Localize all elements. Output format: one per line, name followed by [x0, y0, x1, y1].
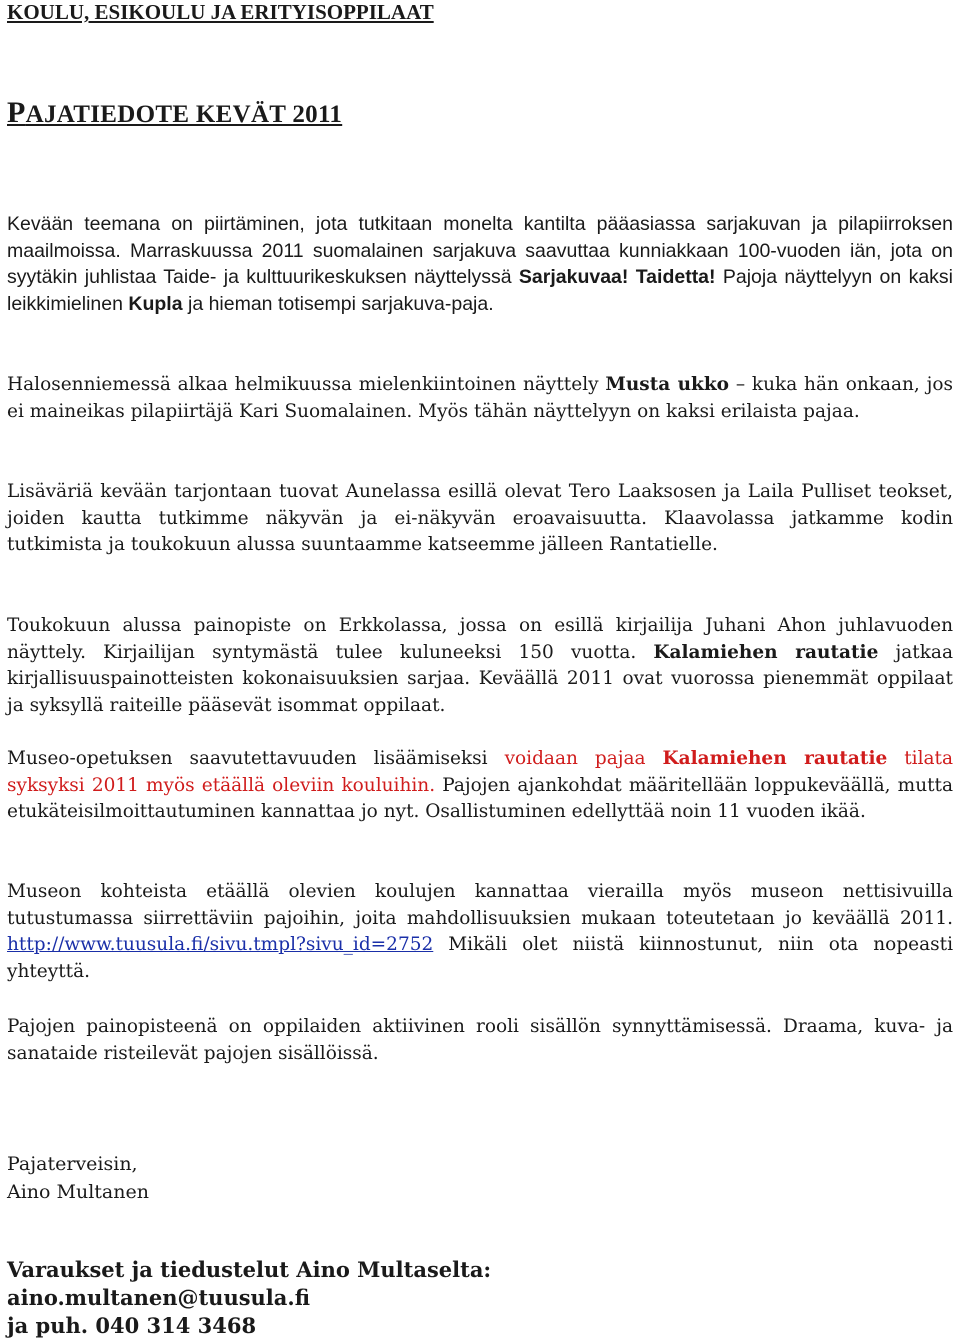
p6-text-c: Mikäli olet niistä kiinnostunut, niin ota nopeasti yhteyttä. — [7, 934, 953, 982]
contact-email: aino.multanen@tuusula.fi — [7, 1285, 310, 1310]
workshop-name-kalamiehen: Kalamiehen rautatie — [653, 641, 879, 663]
p6-text-a: Museon kohteista etäällä olevien koulujen kannattaa vierailla myös museon nettisivuilla tutustumassa siirrettäviin pajoihin, joita mahdollisuuksien mukaan toteutetaan jo keväällä 2011. — [7, 881, 953, 929]
p5-highlight-d: tilata syksyksi 2011 myös etäällä oleviin kouluihin. — [7, 748, 953, 796]
p1-text-c: Pajoja näyttelyyn on kaksi leikkimielinen — [7, 266, 953, 315]
exhibition-name: Sarjakuvaa! Taidetta! — [518, 266, 716, 289]
p2-text-a: Halosenniemessä alkaa helmikuussa mielenkiintoinen näyttely — [7, 374, 606, 395]
contact-phone: ja puh. 040 314 3468 — [7, 1313, 257, 1338]
signature-greeting: Pajaterveisin, — [7, 1153, 138, 1175]
p5-highlight-b: voidaan pajaa — [504, 748, 663, 769]
exhibition-name-musta-ukko: Musta ukko — [605, 374, 730, 395]
contact-block — [7, 1256, 491, 1340]
p4-text-a: Toukokuun alussa painopiste on Erkkolassa, jossa on esillä kirjailija Juhani Ahon juhlavuoden näyttely. Kirjailijan syntymästä tulee kuluneeksi 150 vuotta. — [7, 615, 953, 663]
p5-text-a: Museo-opetuksen saavutettavuuden lisäämiseksi — [7, 748, 505, 769]
p4-text-c: jatkaa kirjallisuuspainotteisten kokonaisuuksien sarjaa. Keväällä 2011 ovat vuorossa pienemmät oppilaat ja syksyllä raiteille pääsevät isommat oppilaat. — [7, 641, 953, 716]
p1-text-e: ja hieman totisempi sarjakuva-paja. — [182, 292, 494, 315]
title-initial: P — [7, 96, 26, 129]
section-header: KOULU, ESIKOULU JA ERITYISOPPILAAT — [7, 0, 434, 24]
p1-text-a: Kevään teemana on piirtäminen, jota tutkitaan monelta kantilta pääasiassa sarjakuvan ja pilapiirroksen maailmoissa. Marraskuussa 2011 suomalainen sarjakuva saavuttaa kunniakkaan 100-vuoden iän, jota on syytäkin juhlistaa Taide- ja kulttuurikeskuksen näyttelyssä — [7, 213, 953, 289]
paragraph-theme — [7, 211, 953, 317]
paragraph-erkkola — [7, 613, 953, 719]
contact-heading: Varaukset ja tiedustelut Aino Multaselta: — [7, 1257, 492, 1282]
paragraph-halosenniemi — [7, 372, 953, 425]
signature-name: Aino Multanen — [7, 1181, 149, 1203]
title-rest: AJATIEDOTE KEVÄT 2011 — [25, 101, 343, 128]
paragraph-focus: Pajojen painopisteenä on oppilaiden aktiivinen rooli sisällön synnyttämisessä. Draama, kuva- ja sanataide risteilevät pajojen sisällöissä. — [7, 1016, 953, 1064]
paragraph-aunela: Lisäväriä kevään tarjontaan tuovat Aunelassa esillä olevat Tero Laaksosen ja Laila Pulliset teokset, joiden kautta tutkimme näkyvän ja ei-näkyvän eroavaisuutta. Klaavolassa jatkamme kodin tutkimista ja toukokuun alussa suuntaamme katseemme jälleen Rantatielle. — [7, 481, 953, 556]
p5-highlight-workshop: Kalamiehen rautatie — [662, 748, 888, 769]
page-title — [7, 98, 342, 130]
workshop-name-kupla: Kupla — [128, 292, 183, 315]
museum-website-link[interactable]: http://www.tuusula.fi/sivu.tmpl?sivu_id=2752 — [7, 934, 434, 956]
p2-text-c: – kuka hän onkaan, jos ei maineikas pilapiirtäjä Kari Suomalainen. Myös tähän näyttelyyn on kaksi erilaista pajaa. — [7, 374, 953, 422]
p5-text-e: Pajojen ajankohdat määritellään loppukeväällä, mutta etukäteisilmoittautuminen kannattaa jo nyt. Osallistuminen edellyttää noin 11 vuoden ikää. — [7, 774, 954, 823]
signature — [7, 1150, 149, 1206]
paragraph-accessibility — [7, 746, 953, 826]
paragraph-website — [7, 879, 953, 985]
